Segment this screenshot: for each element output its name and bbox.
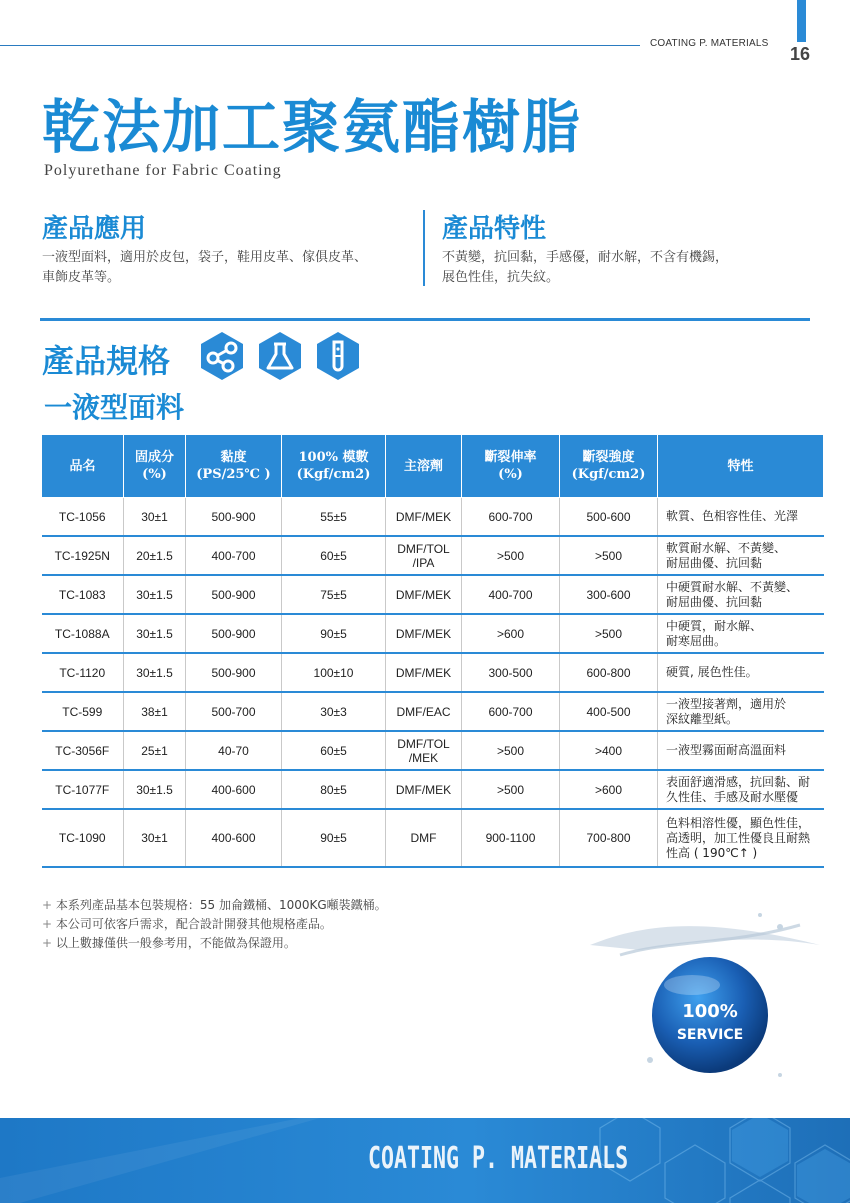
cell-visc: 400-700	[186, 536, 282, 575]
cell-solvent: DMF/MEK	[386, 653, 462, 692]
cell-elong: 900-1100	[462, 809, 560, 867]
cell-name: TC-1925N	[42, 536, 124, 575]
cell-solid: 30±1.5	[124, 653, 186, 692]
cell-solid: 25±1	[124, 731, 186, 770]
cell-modulus: 60±5	[282, 536, 386, 575]
cell-strength: >400	[560, 731, 658, 770]
cell-visc: 500-900	[186, 498, 282, 537]
cell-feature: 中硬質耐水解、不黃變、 耐屈曲優、抗回黏	[658, 575, 824, 614]
cell-solvent: DMF	[386, 809, 462, 867]
table-row	[42, 692, 824, 731]
table-row	[42, 809, 824, 867]
cell-solid: 30±1	[124, 498, 186, 537]
notes-list	[42, 896, 387, 953]
application-line: 一液型面料，適用於皮包，袋子，鞋用皮革、傢俱皮革、	[42, 250, 368, 265]
cell-solvent: DMF/MEK	[386, 498, 462, 537]
cell-visc: 500-700	[186, 692, 282, 731]
cell-feature: 色料相溶性優，顯色性佳， 高透明，加工性優良且耐熱 性高 ( 190℃↑ )	[658, 809, 824, 867]
cell-feature: 硬質, 展色性佳。	[658, 653, 824, 692]
badge-line2: SERVICE	[676, 1027, 744, 1043]
cell-solvent: DMF/TOL /IPA	[386, 536, 462, 575]
table-row	[42, 653, 824, 692]
flask-icon	[256, 330, 304, 382]
cell-strength: >500	[560, 536, 658, 575]
cell-elong: 400-700	[462, 575, 560, 614]
header-feature: 特性	[658, 435, 824, 498]
cell-name: TC-3056F	[42, 731, 124, 770]
spec-rule	[40, 318, 810, 321]
note-item: + 本系列產品基本包裝規格：55 加侖鐵桶、1000KG噸裝鐵桶。	[42, 896, 387, 915]
service-badge	[580, 905, 830, 1105]
header-strength: 斷裂強度 (Kgf/cm2)	[560, 435, 658, 498]
cell-elong: >500	[462, 536, 560, 575]
application-text	[42, 248, 367, 288]
cell-modulus: 60±5	[282, 731, 386, 770]
features-heading: 產品特性	[442, 214, 547, 244]
cell-strength: 300-600	[560, 575, 658, 614]
table-row	[42, 731, 824, 770]
cell-visc: 500-900	[186, 653, 282, 692]
cell-solvent: DMF/MEK	[386, 575, 462, 614]
cell-solvent: DMF/MEK	[386, 770, 462, 809]
cell-visc: 500-900	[186, 614, 282, 653]
test-tube-icon	[314, 330, 362, 382]
cell-name: TC-1083	[42, 575, 124, 614]
cell-strength: 600-800	[560, 653, 658, 692]
spec-heading: 產品規格	[42, 342, 171, 380]
application-heading: 產品應用	[42, 214, 147, 244]
cell-strength: >600	[560, 770, 658, 809]
cell-strength: 400-500	[560, 692, 658, 731]
header-elongation: 斷裂伸率 (%)	[462, 435, 560, 498]
cell-visc: 40-70	[186, 731, 282, 770]
cell-strength: >500	[560, 614, 658, 653]
cell-feature: 一液型霧面耐高溫面料	[658, 731, 824, 770]
header-solvent: 主溶劑	[386, 435, 462, 498]
cell-feature: 表面舒適滑感，抗回黏、耐 久性佳、手感及耐水壓優	[658, 770, 824, 809]
footer-brand: COATING P. MATERIALS	[368, 1141, 629, 1176]
cell-solvent: DMF/TOL /MEK	[386, 731, 462, 770]
page-number: 16	[790, 44, 811, 64]
cell-feature: 軟質、色相容性佳、光澤	[658, 498, 824, 537]
spec-subheading: 一液型面料	[44, 391, 185, 424]
cell-solid: 20±1.5	[124, 536, 186, 575]
spec-table	[41, 434, 824, 868]
header-modulus: 100% 模數 (Kgf/cm2)	[282, 435, 386, 498]
cell-name: TC-1088A	[42, 614, 124, 653]
cell-name: TC-1090	[42, 809, 124, 867]
features-line: 不黃變，抗回黏，手感優，耐水解，不含有機錫，	[442, 250, 729, 265]
badge-line1: 100%	[682, 1001, 738, 1022]
table-header-row	[42, 435, 824, 498]
features-text	[442, 248, 728, 288]
molecule-icon	[198, 330, 246, 382]
cell-solvent: DMF/EAC	[386, 692, 462, 731]
header-solid: 固成分 (%)	[124, 435, 186, 498]
application-line: 車飾皮革等。	[42, 270, 121, 285]
cell-modulus: 30±3	[282, 692, 386, 731]
cell-name: TC-1077F	[42, 770, 124, 809]
table-row	[42, 575, 824, 614]
cell-elong: >600	[462, 614, 560, 653]
cell-solid: 30±1.5	[124, 770, 186, 809]
cell-modulus: 90±5	[282, 809, 386, 867]
cell-solid: 30±1.5	[124, 614, 186, 653]
header-brand: COATING P. MATERIALS	[650, 38, 769, 49]
cell-elong: 600-700	[462, 692, 560, 731]
table-row	[42, 614, 824, 653]
table-row	[42, 498, 824, 537]
header-accent-bar	[797, 0, 806, 42]
cell-elong: >500	[462, 731, 560, 770]
note-item: + 以上數據僅供一般參考用，不能做為保證用。	[42, 934, 387, 953]
cell-visc: 500-900	[186, 575, 282, 614]
cell-visc: 400-600	[186, 770, 282, 809]
cell-name: TC-599	[42, 692, 124, 731]
cell-elong: 600-700	[462, 498, 560, 537]
cell-solvent: DMF/MEK	[386, 614, 462, 653]
cell-solid: 38±1	[124, 692, 186, 731]
table-row	[42, 536, 824, 575]
header-viscosity: 黏度 (PS/25℃ )	[186, 435, 282, 498]
cell-feature: 軟質耐水解、不黃變、 耐屈曲優、抗回黏	[658, 536, 824, 575]
header-rule	[0, 45, 640, 46]
cell-strength: 700-800	[560, 809, 658, 867]
page-title: 乾法加工聚氨酯樹脂	[42, 93, 583, 161]
cell-feature: 中硬質，耐水解、 耐寒屈曲。	[658, 614, 824, 653]
cell-visc: 400-600	[186, 809, 282, 867]
cell-solid: 30±1	[124, 809, 186, 867]
cell-elong: >500	[462, 770, 560, 809]
cell-modulus: 75±5	[282, 575, 386, 614]
section-divider	[423, 210, 425, 286]
cell-modulus: 80±5	[282, 770, 386, 809]
note-item: + 本公司可依客戶需求，配合設計開發其他規格產品。	[42, 915, 387, 934]
table-row	[42, 770, 824, 809]
cell-strength: 500-600	[560, 498, 658, 537]
cell-elong: 300-500	[462, 653, 560, 692]
cell-modulus: 55±5	[282, 498, 386, 537]
page-subtitle: Polyurethane for Fabric Coating	[44, 162, 282, 179]
header-name: 品名	[42, 435, 124, 498]
cell-name: TC-1120	[42, 653, 124, 692]
cell-feature: 一液型接著劑，適用於 深紋離型紙。	[658, 692, 824, 731]
cell-modulus: 100±10	[282, 653, 386, 692]
cell-name: TC-1056	[42, 498, 124, 537]
cell-solid: 30±1.5	[124, 575, 186, 614]
features-line: 展色性佳，抗失紋。	[442, 270, 560, 285]
cell-modulus: 90±5	[282, 614, 386, 653]
